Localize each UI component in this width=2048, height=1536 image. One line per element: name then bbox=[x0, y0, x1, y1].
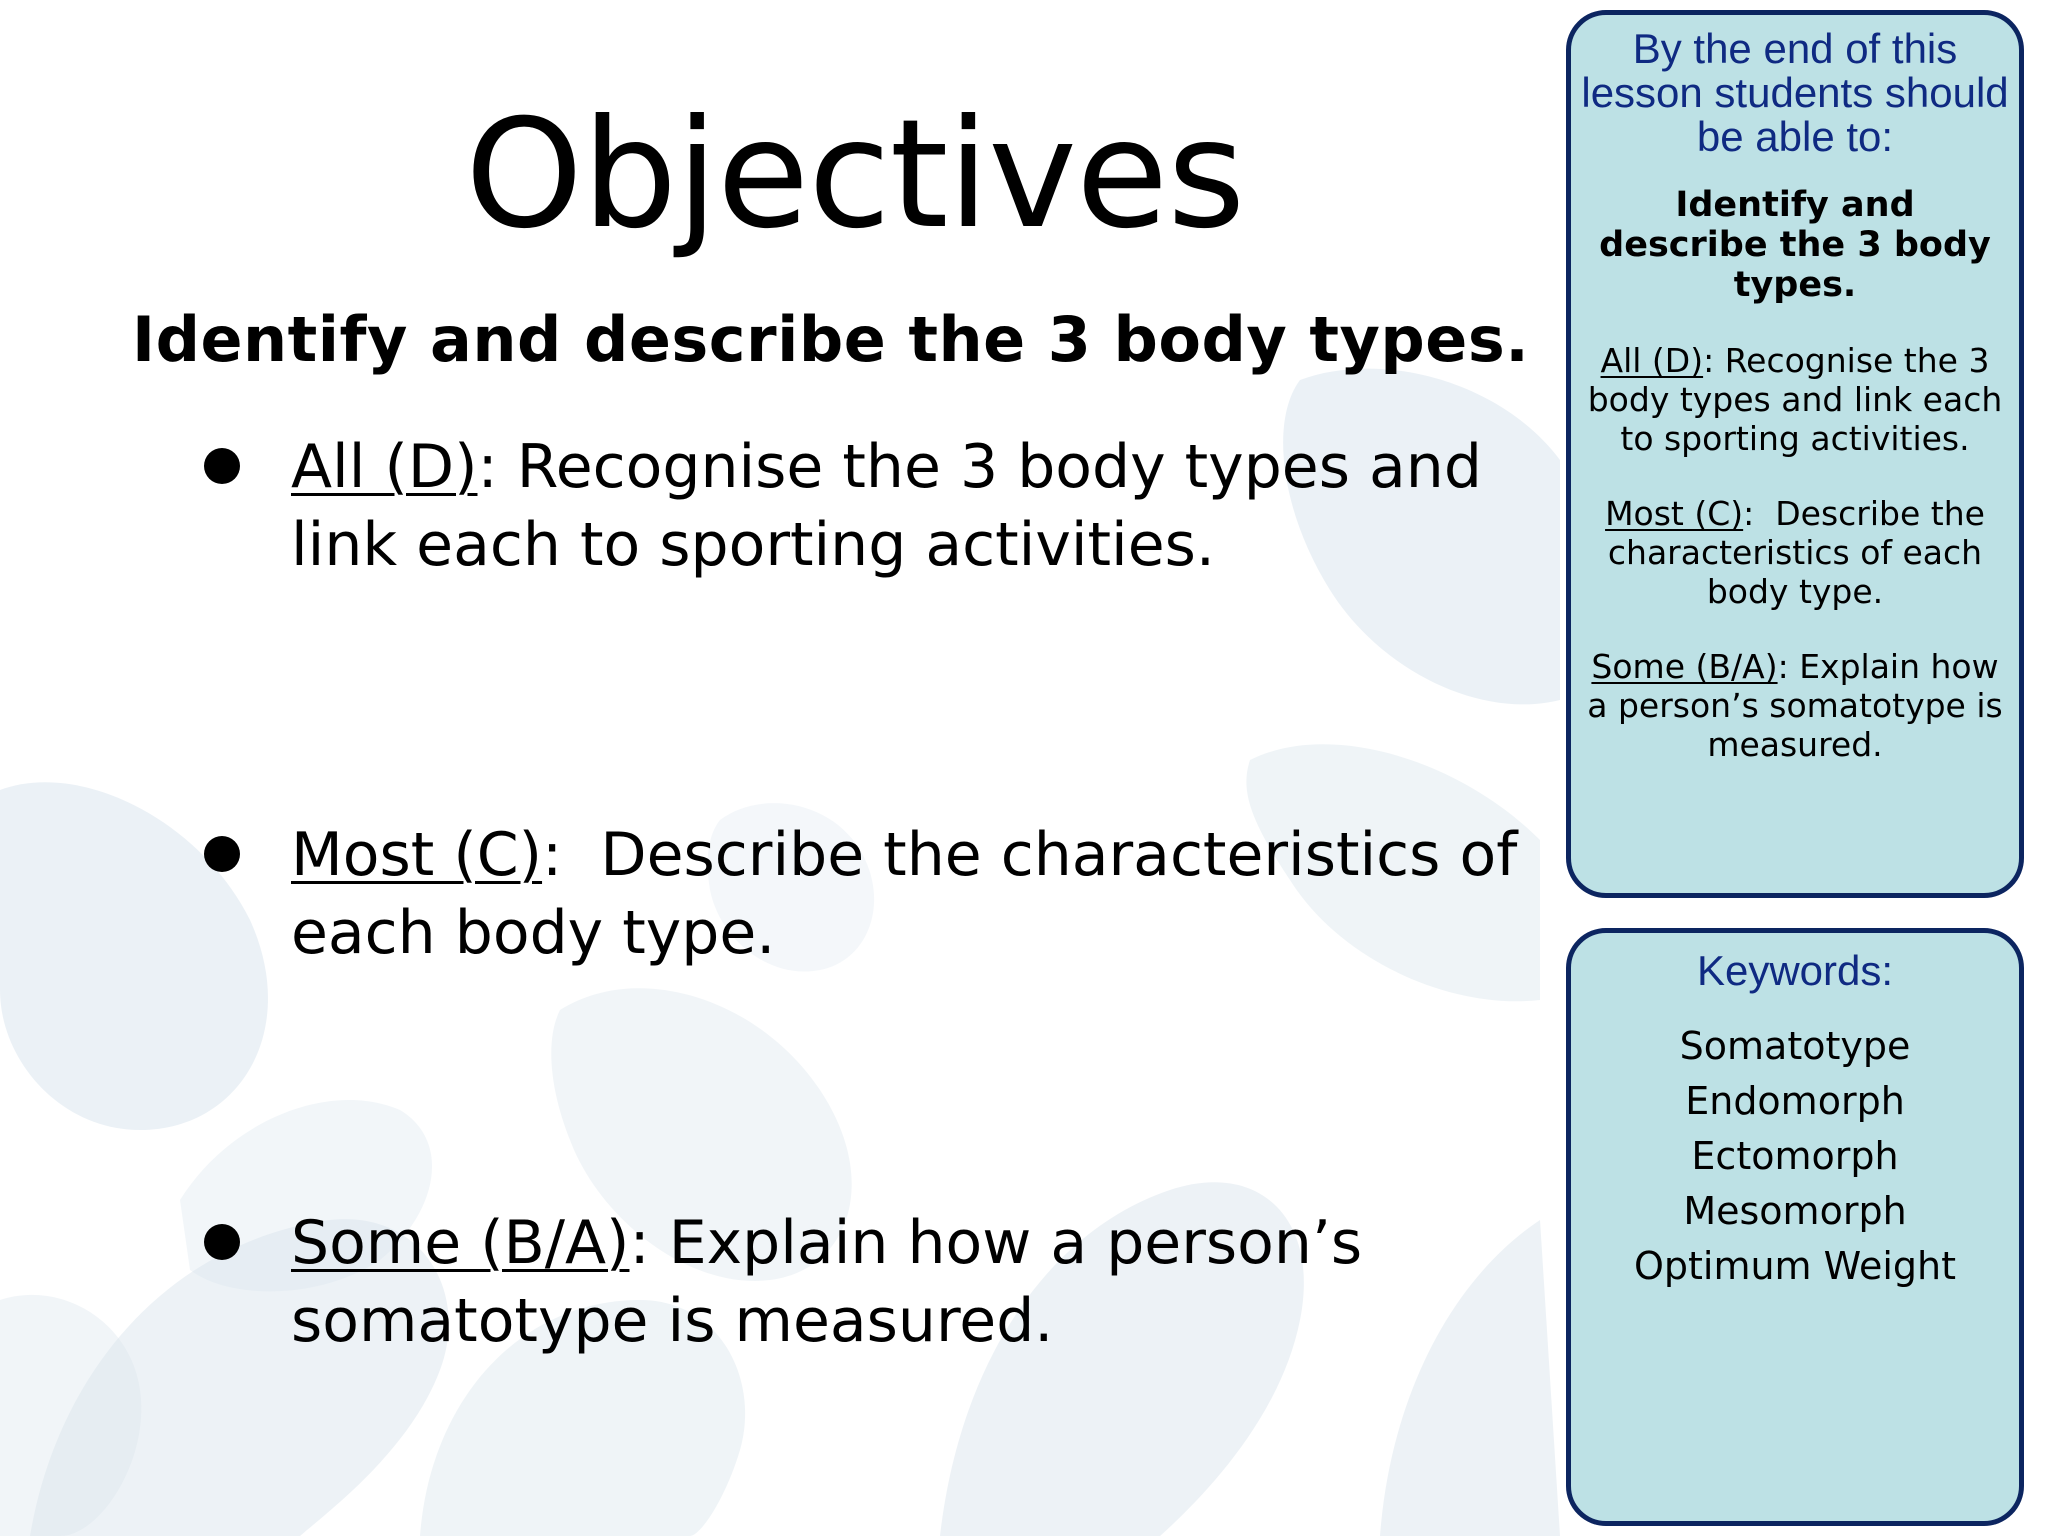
objectives-panel-heading: By the end of this lesson students should be able to: bbox=[1581, 25, 2009, 160]
objectives-panel bbox=[1566, 10, 2024, 898]
panel-item-separator: : bbox=[1777, 647, 1789, 686]
panel-item-label: Some (B/A) bbox=[1591, 647, 1778, 686]
bullet-description: Describe the characteristics of each body type. bbox=[291, 820, 1537, 968]
keyword-item: Ectomorph bbox=[1691, 1134, 1899, 1178]
keyword-item: Endomorph bbox=[1685, 1079, 1905, 1123]
slide-title: Objectives bbox=[465, 88, 1245, 262]
objectives-panel-item bbox=[1571, 341, 2019, 458]
objectives-panel-item bbox=[1571, 494, 2019, 611]
bullet-label: All (D) bbox=[291, 432, 478, 502]
bullet-dot-icon bbox=[204, 836, 240, 872]
keywords-panel bbox=[1566, 928, 2024, 1526]
bullet-text bbox=[291, 428, 1524, 584]
panel-item-label: Most (C) bbox=[1605, 494, 1744, 533]
objectives-panel-main: Identify and describe the 3 body types. bbox=[1599, 185, 1991, 305]
panel-item-text: Recognise the 3 body types and link each to sporting activities. bbox=[1587, 341, 2003, 458]
bullet-text bbox=[291, 816, 1537, 972]
slide-subtitle: Identify and describe the 3 body types. bbox=[132, 303, 1530, 376]
panel-item-separator: : bbox=[1743, 494, 1755, 533]
keyword-item: Somatotype bbox=[1679, 1024, 1911, 1068]
panel-item-separator: : bbox=[1703, 341, 1715, 380]
panel-item-text: Describe the characteristics of each body type. bbox=[1607, 494, 1996, 611]
objectives-panel-item bbox=[1571, 647, 2019, 764]
bullet-description: Recognise the 3 body types and link each to sporting activities. bbox=[291, 432, 1482, 580]
panel-item-label: All (D) bbox=[1600, 341, 1704, 380]
bullet-label: Some (B/A) bbox=[291, 1208, 630, 1278]
keywords-panel-heading: Keywords: bbox=[1696, 947, 1894, 994]
keyword-item: Optimum Weight bbox=[1633, 1244, 1957, 1288]
bullet-dot-icon bbox=[204, 1224, 240, 1260]
bullet-some bbox=[204, 1204, 1524, 1360]
bullet-most bbox=[204, 816, 1537, 972]
keywords-list bbox=[1571, 1019, 2019, 1294]
bullet-label: Most (C) bbox=[291, 820, 543, 890]
keyword-item: Mesomorph bbox=[1683, 1189, 1907, 1233]
panel-item-text: Explain how a person’s somatotype is measured. bbox=[1587, 647, 2003, 764]
bullet-separator: : bbox=[542, 820, 563, 890]
bullet-text bbox=[291, 1204, 1524, 1360]
bullet-description: Explain how a person’s somatotype is measured. bbox=[291, 1208, 1363, 1356]
bullet-all bbox=[204, 428, 1524, 584]
bullet-separator: : bbox=[629, 1208, 650, 1278]
bullet-separator: : bbox=[477, 432, 498, 502]
bullet-dot-icon bbox=[204, 448, 240, 484]
